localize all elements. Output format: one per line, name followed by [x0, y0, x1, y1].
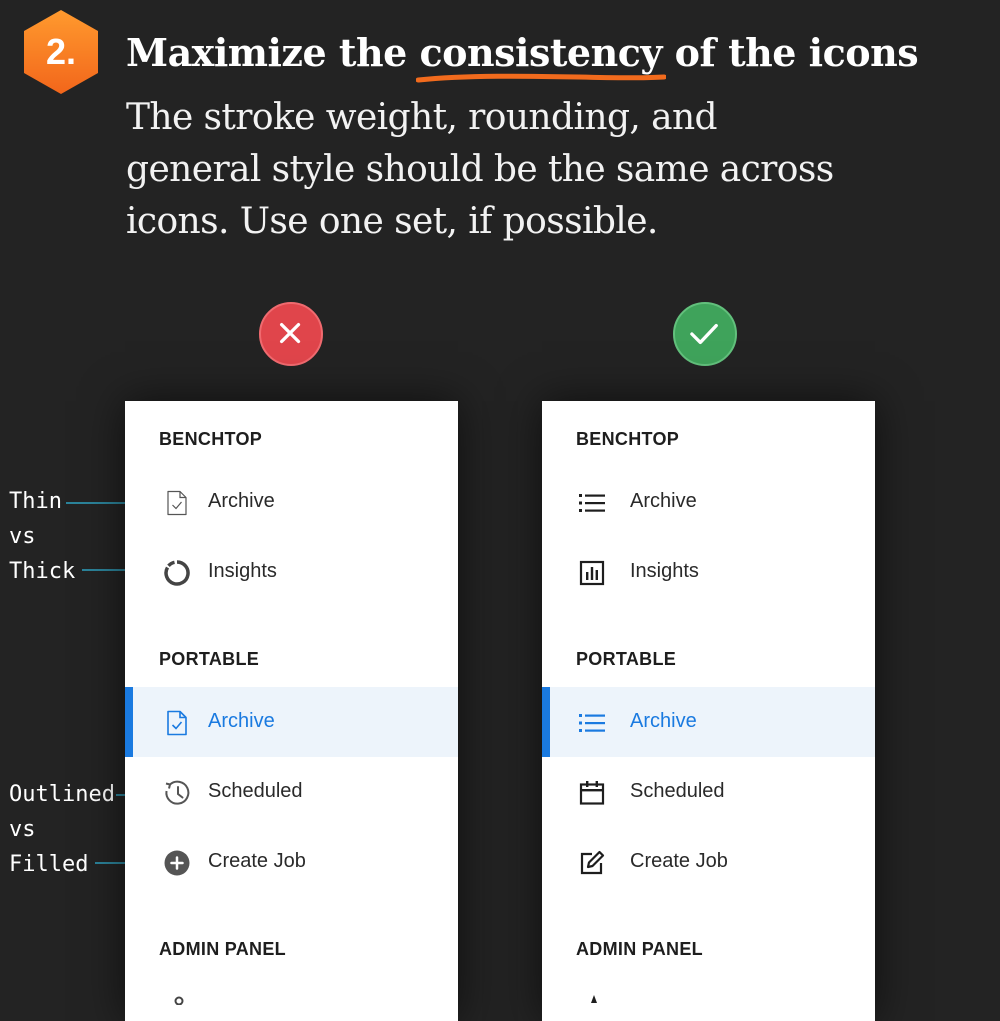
sidebar-item-label: Create Job	[208, 850, 306, 872]
annotation-line: vs	[9, 524, 36, 549]
active-indicator	[125, 687, 133, 757]
title-before: Maximize the	[126, 30, 420, 75]
title-highlight	[420, 30, 662, 75]
section-heading-portable: PORTABLE	[159, 649, 260, 669]
section-heading-portable: PORTABLE	[576, 649, 677, 669]
section-heading-admin-panel: ADMIN PANEL	[576, 939, 703, 959]
sidebar-item-archive[interactable]	[542, 467, 875, 537]
x-icon	[259, 302, 323, 366]
file-check-icon	[163, 709, 191, 737]
sidebar-inconsistent	[125, 401, 458, 1021]
sidebar-item-archive-active[interactable]	[125, 687, 458, 757]
annotation-line: vs	[9, 817, 36, 842]
sidebar-item-create-job[interactable]	[125, 827, 458, 897]
subtitle: The stroke weight, rounding, and general style should be the same across icons. Use one set, if possible.	[126, 97, 834, 242]
sidebar-item-label: Archive	[630, 710, 697, 732]
sidebar-item-label: Archive	[630, 490, 697, 512]
active-indicator	[542, 687, 550, 757]
sidebar-item-scheduled[interactable]	[125, 757, 458, 827]
calendar-icon	[578, 779, 606, 807]
bar-chart-icon	[578, 559, 606, 587]
check-icon	[673, 302, 737, 366]
sidebar-item-scheduled[interactable]	[542, 757, 875, 827]
list-icon	[578, 489, 606, 517]
underline-stroke-icon	[416, 71, 666, 85]
annotation-line: Filled	[9, 852, 89, 877]
page-title	[126, 30, 918, 75]
sidebar-item-label: Scheduled	[208, 780, 303, 802]
sidebar-item-insights[interactable]	[542, 537, 875, 607]
annotation-line: Outlined	[9, 782, 115, 807]
sidebar-item-label: Scheduled	[630, 780, 725, 802]
user-icon	[584, 993, 604, 1005]
sidebar-consistent	[542, 401, 875, 1021]
edit-icon	[578, 849, 606, 877]
title-after: of the icons	[661, 30, 919, 75]
list-icon	[578, 709, 606, 737]
clock-history-icon	[163, 779, 191, 807]
file-check-icon	[163, 489, 191, 517]
sidebar-item-label: Insights	[630, 560, 699, 582]
sidebar-item-archive-active[interactable]	[542, 687, 875, 757]
user-icon	[169, 993, 189, 1005]
sidebar-item-label: Archive	[208, 710, 275, 732]
step-number: 2.	[45, 31, 77, 72]
annotation-line: Thin	[9, 489, 62, 514]
circle-chart-icon	[163, 559, 191, 587]
section-heading-benchtop: BENCHTOP	[576, 429, 680, 449]
section-heading-admin-panel: ADMIN PANEL	[159, 939, 286, 959]
annotation-line: Thick	[9, 559, 76, 584]
sidebar-item-label: Archive	[208, 490, 275, 512]
sidebar-item-insights[interactable]	[125, 537, 458, 607]
section-heading-benchtop: BENCHTOP	[159, 429, 263, 449]
sidebar-item-archive[interactable]	[125, 467, 458, 537]
sidebar-item-label: Create Job	[630, 850, 728, 872]
sidebar-item-create-job[interactable]	[542, 827, 875, 897]
plus-circle-filled-icon	[163, 849, 191, 877]
sidebar-item-label: Insights	[208, 560, 277, 582]
title-highlight-text: consistency	[419, 30, 662, 75]
